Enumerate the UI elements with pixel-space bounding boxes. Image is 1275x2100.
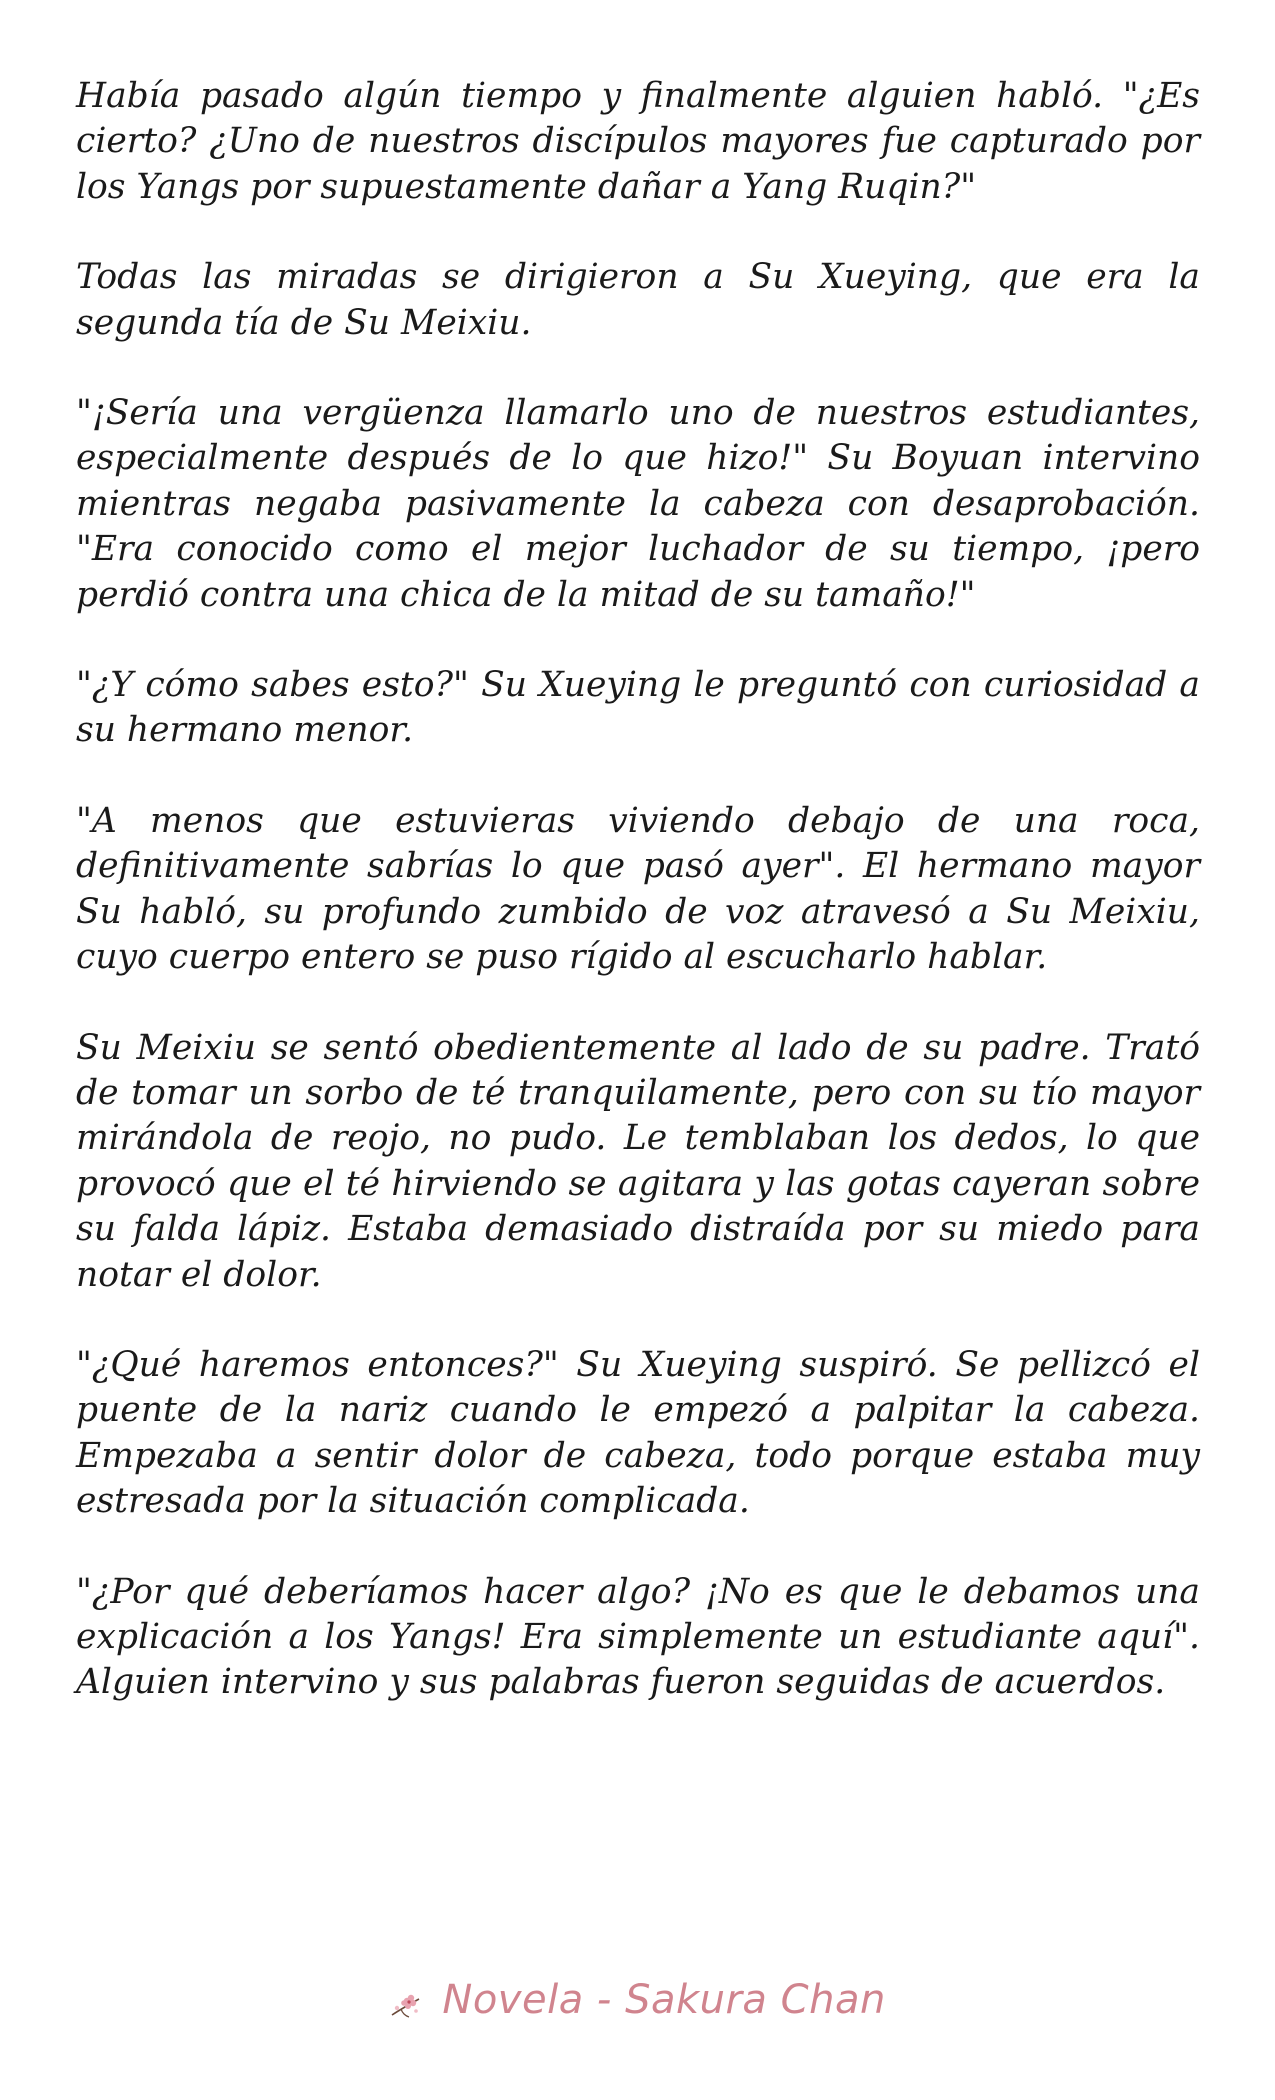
paragraph-6: Su Meixiu se sentó obedientemente al lado de su padre. Trató de tomar un sorbo de té tranquilamente, pero con su tío mayor mirándola de reojo, no pudo. Le temblaban los dedos, lo que provocó que el té hirviendo se agitara y las gotas cayeran sobre su falda lápiz. Estaba demasiado distraída por su miedo para notar el dolor.	[76, 1027, 1200, 1295]
watermark	[0, 1975, 1275, 2023]
paragraph-2: Todas las miradas se dirigieron a Su Xueying, que era la segunda tía de Su Meixiu.	[76, 257, 1200, 343]
watermark-text: Novela - Sakura Chan	[442, 1977, 886, 2023]
paragraph-5: "A menos que estuvieras viviendo debajo de una roca, definitivamente sabrías lo que pasó ayer". El hermano mayor Su habló, su profundo zumbido de voz atravesó a Su Meixiu, cuyo cuerpo entero se puso rígido al escucharlo hablar.	[76, 800, 1200, 978]
paragraph-1: Había pasado algún tiempo y finalmente alguien habló. "¿Es cierto? ¿Uno de nuestros discípulos mayores fue capturado por los Yangs por supuestamente dañar a Yang Ruqin?"	[76, 76, 1200, 207]
cherry-blossom-icon	[389, 1985, 423, 2015]
paragraph-7: "¿Qué haremos entonces?" Su Xueying suspiró. Se pellizcó el puente de la nariz cuando le empezó a palpitar la cabeza. Empezaba a sentir dolor de cabeza, todo porque estaba muy estresada por la situación complicada.	[76, 1344, 1200, 1522]
novel-page	[76, 74, 1200, 1751]
paragraph-3: "¡Sería una vergüenza llamarlo uno de nuestros estudiantes, especialmente después de lo que hizo!" Su Boyuan intervino mientras negaba pasivamente la cabeza con desaprobación. "Era conocido como el mejor luchador de su tiempo, ¡pero perdió contra una chica de la mitad de su tamaño!"	[76, 393, 1200, 615]
paragraph-8: "¿Por qué deberíamos hacer algo? ¡No es que le debamos una explicación a los Yangs! Era simplemente un estudiante aquí". Alguien intervino y sus palabras fueron seguidas de acuerdos.	[76, 1571, 1200, 1703]
paragraph-4: "¿Y cómo sabes esto?" Su Xueying le preguntó con curiosidad a su hermano menor.	[76, 665, 1200, 751]
